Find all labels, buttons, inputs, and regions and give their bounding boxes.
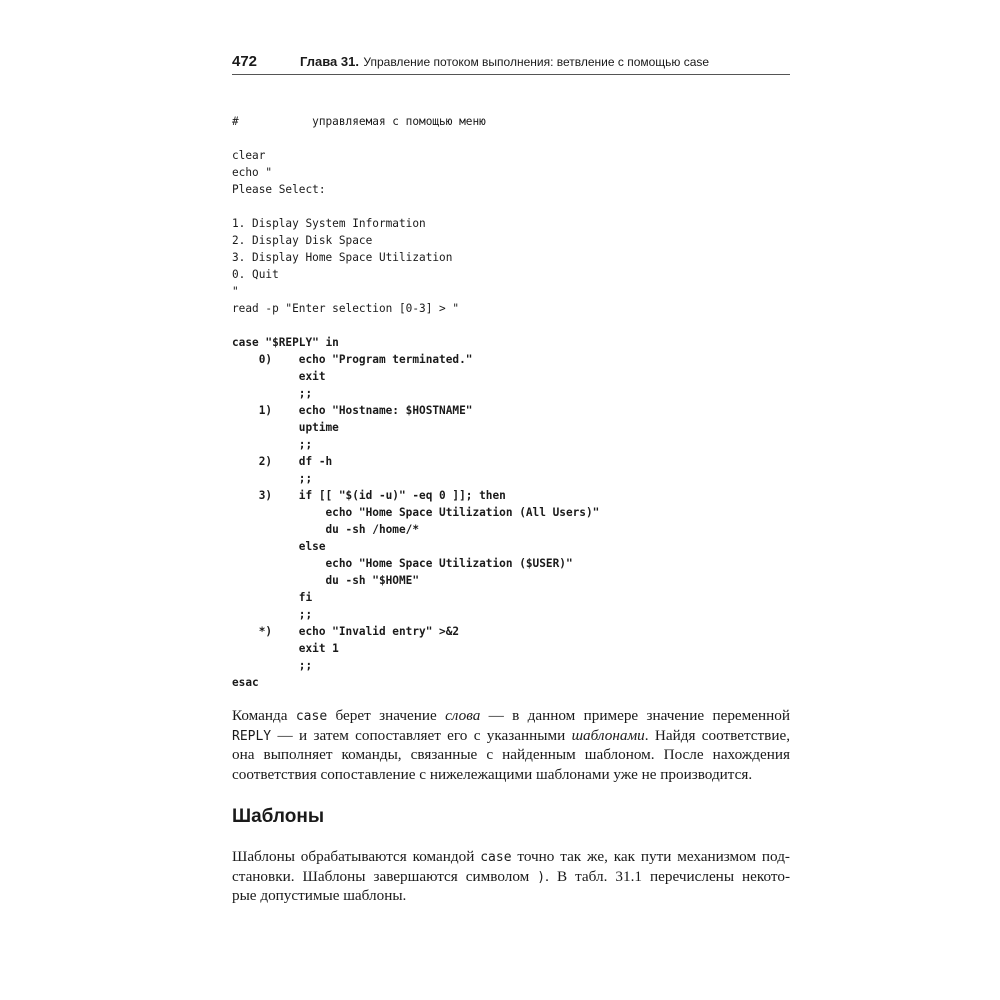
code-line: case "$REPLY" in <box>232 336 339 349</box>
code-line: # управляемая с помощью меню <box>232 115 486 128</box>
code-line: *) echo "Invalid entry" >&2 <box>232 625 460 638</box>
text-run: становки. Шаблоны завершаются символом <box>232 867 538 885</box>
text-line <box>232 867 790 887</box>
text-run: соответствия сопоставление с нижележащими шаблонами уже не производится. <box>232 765 753 783</box>
emphasis-text: шаблонами <box>571 726 645 744</box>
inline-code: ) <box>537 869 546 885</box>
code-line: echo "Home Space Utilization ($USER)" <box>232 557 573 570</box>
code-line: " <box>232 285 239 298</box>
text-line <box>232 765 790 785</box>
emphasis-text: слова <box>445 707 481 724</box>
code-line: else <box>232 540 326 553</box>
code-line: exit 1 <box>232 642 339 655</box>
code-line: exit <box>232 370 326 383</box>
code-line: ;; <box>232 608 313 621</box>
code-line: 2. Display Disk Space <box>232 234 373 247</box>
text-line <box>232 886 790 906</box>
text-run: . Найдя соответствие, <box>644 726 791 744</box>
code-line: 1. Display System Information <box>232 217 426 230</box>
text-run: Шаблоны обрабатываются командой <box>232 848 481 865</box>
text-line <box>232 726 790 746</box>
code-line: echo " <box>232 166 273 179</box>
code-line: uptime <box>232 421 339 434</box>
code-line: 2) df -h <box>232 455 333 468</box>
code-line: read -p "Enter selection [0-3] > " <box>232 302 460 315</box>
code-line: esac <box>232 676 259 689</box>
code-line: 1) echo "Hostname: $HOSTNAME" <box>232 404 473 417</box>
code-line: ;; <box>232 438 313 451</box>
text-run: рые допустимые шаблоны. <box>232 887 407 904</box>
code-line <box>232 317 792 334</box>
text-run: точно так же, как пути механизмом под- <box>511 848 790 865</box>
code-line: ;; <box>232 472 313 485</box>
section-heading: Шаблоны <box>232 806 325 827</box>
text-line <box>232 847 790 867</box>
code-line: 0. Quit <box>232 268 279 281</box>
running-header <box>232 53 790 75</box>
code-line: ;; <box>232 659 313 672</box>
page-number: 472 <box>232 53 258 70</box>
code-line: 0) echo "Program terminated." <box>232 353 473 366</box>
code-line <box>232 198 792 215</box>
code-line: du -sh "$HOME" <box>232 574 420 587</box>
text-run: — и затем сопоставляет его с указанными <box>271 726 572 744</box>
code-line: fi <box>232 591 313 604</box>
code-listing <box>232 113 792 691</box>
code-line: 3) if [[ "$(id -u)" -eq 0 ]]; then <box>232 489 506 502</box>
code-line: Please Select: <box>232 183 326 196</box>
code-line: clear <box>232 149 266 162</box>
text-run: . В табл. 31.1 перечислены некото- <box>545 867 791 885</box>
text-run: берет значение <box>327 707 446 724</box>
text-line <box>232 706 790 726</box>
paragraph-patterns <box>232 847 790 906</box>
code-line: 3. Display Home Space Utilization <box>232 251 453 264</box>
code-line: echo "Home Space Utilization (All Users)" <box>232 506 600 519</box>
code-line <box>232 130 792 147</box>
text-line <box>232 745 790 765</box>
inline-code: REPLY <box>232 728 272 744</box>
inline-code: case <box>480 850 512 865</box>
chapter-label: Глава 31. <box>300 54 359 69</box>
code-line: ;; <box>232 387 313 400</box>
inline-code: case <box>295 709 328 724</box>
text-run: Команда <box>232 707 296 724</box>
chapter-title: Управление потоком выполнения: ветвление с помощью case <box>363 55 710 69</box>
paragraph-case-explanation <box>232 706 790 784</box>
text-run: она выполняет команды, связанные с найденным шаблоном. После нахождения <box>232 746 790 763</box>
code-line: du -sh /home/* <box>232 523 420 536</box>
text-run: — в данном примере значение переменной <box>480 707 791 724</box>
